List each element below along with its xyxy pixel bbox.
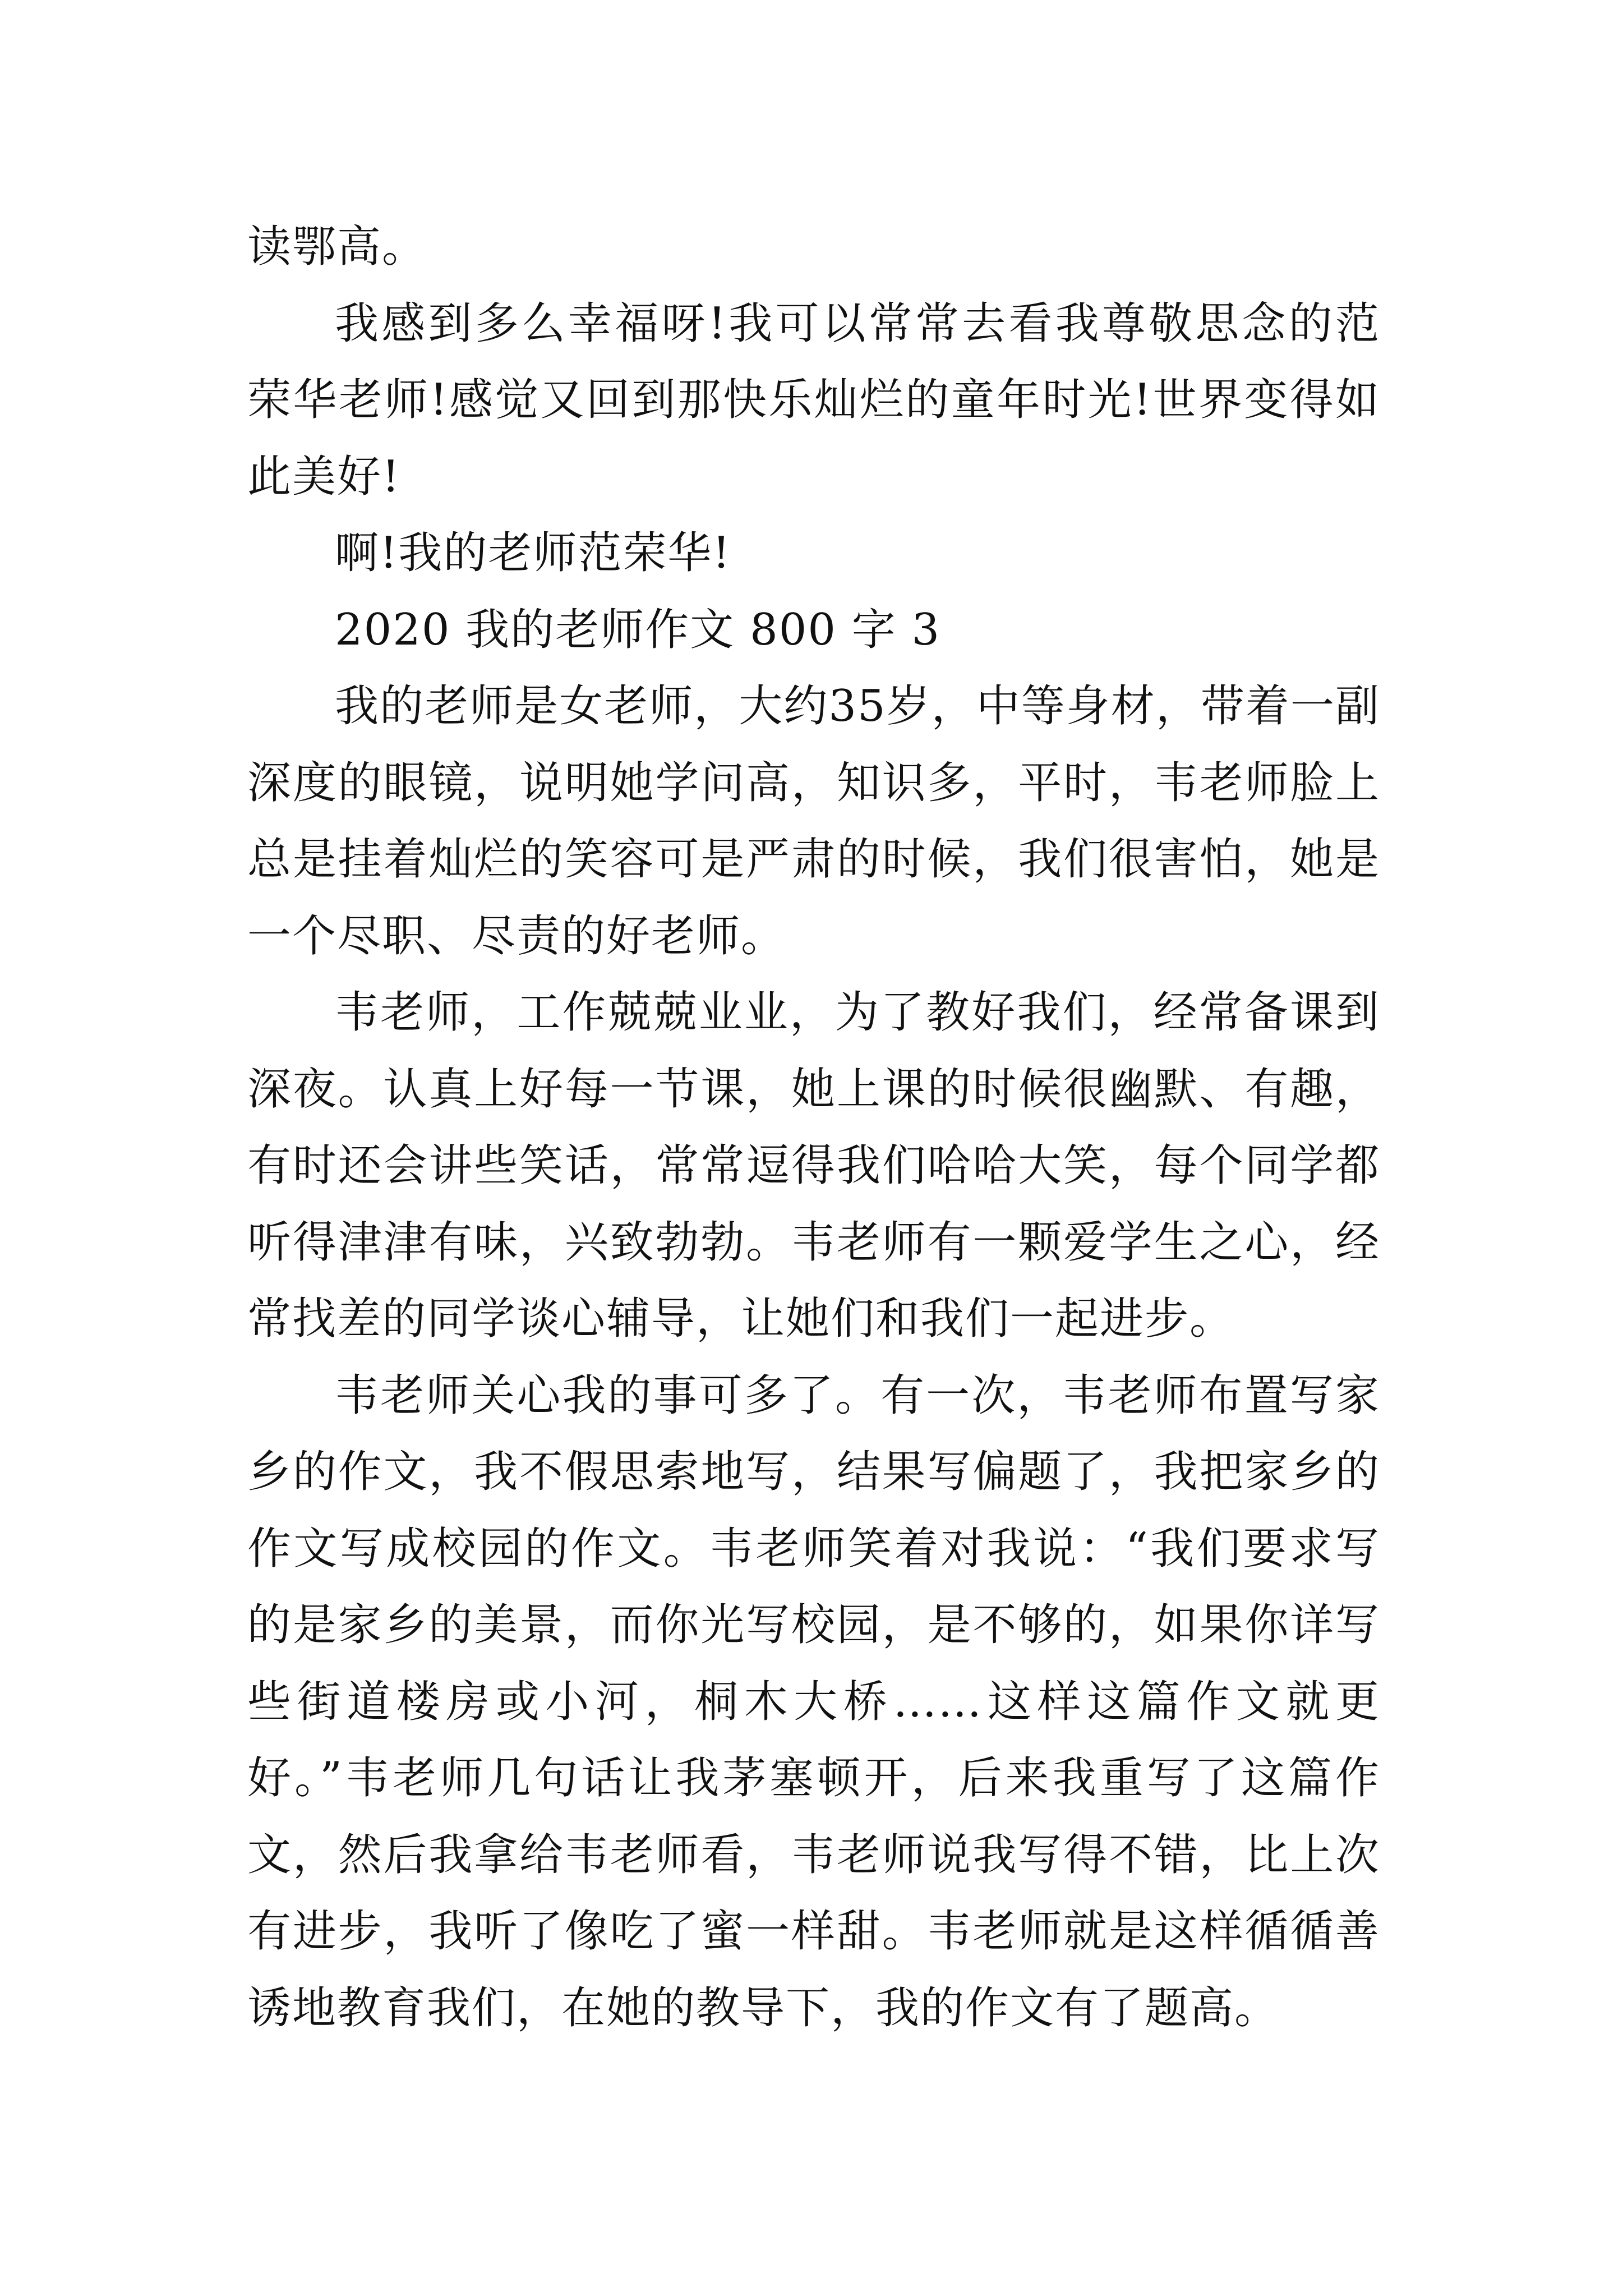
section-heading: 2020 我的老师作文 800 字 3 [335, 604, 941, 655]
paragraph: 我的老师是女老师，大约35岁，中等身材，带着一副深度的眼镜，说明她学问高，知识多，平时，韦老师脸上总是挂着灿烂的笑容可是严肃的时候，我们很害怕，她是一个尽职、尽责的好老师。 [247, 681, 1380, 961]
essay-body [247, 209, 1380, 2046]
paragraph: 韦老师，工作兢兢业业，为了教好我们，经常备课到深夜。认真上好每一节课，她上课的时候很幽默、有趣，有时还会讲些笑话，常常逗得我们哈哈大笑，每个同学都听得津津有味，兴致勃勃。韦老师有一颗爱学生之心，经常找差的同学谈心辅导，让她们和我们一起进步。 [247, 987, 1380, 1344]
paragraph: 韦老师关心我的事可多了。有一次，韦老师布置写家乡的作文，我不假思索地写，结果写偏题了，我把家乡的作文写成校园的作文。韦老师笑着对我说：“我们要求写的是家乡的美景，而你光写校园，是不够的，如果你详写些街道楼房或小河，桐木大桥……这样这篇作文就更好。”韦老师几句话让我茅塞顿开，后来我重写了这篇作文，然后我拿给韦老师看，韦老师说我写得不错，比上次有进步，我听了像吃了蜜一样甜。韦老师就是这样循循善诱地教育我们，在她的教导下，我的作文有了题高。 [247, 1370, 1380, 2033]
paragraph: 读鄂高。 [247, 222, 427, 272]
paragraph: 我感到多么幸福呀!我可以常常去看我尊敬思念的范荣华老师!感觉又回到那快乐灿烂的童年时光!世界变得如此美好! [247, 298, 1380, 502]
paragraph: 啊!我的老师范荣华! [335, 528, 731, 578]
